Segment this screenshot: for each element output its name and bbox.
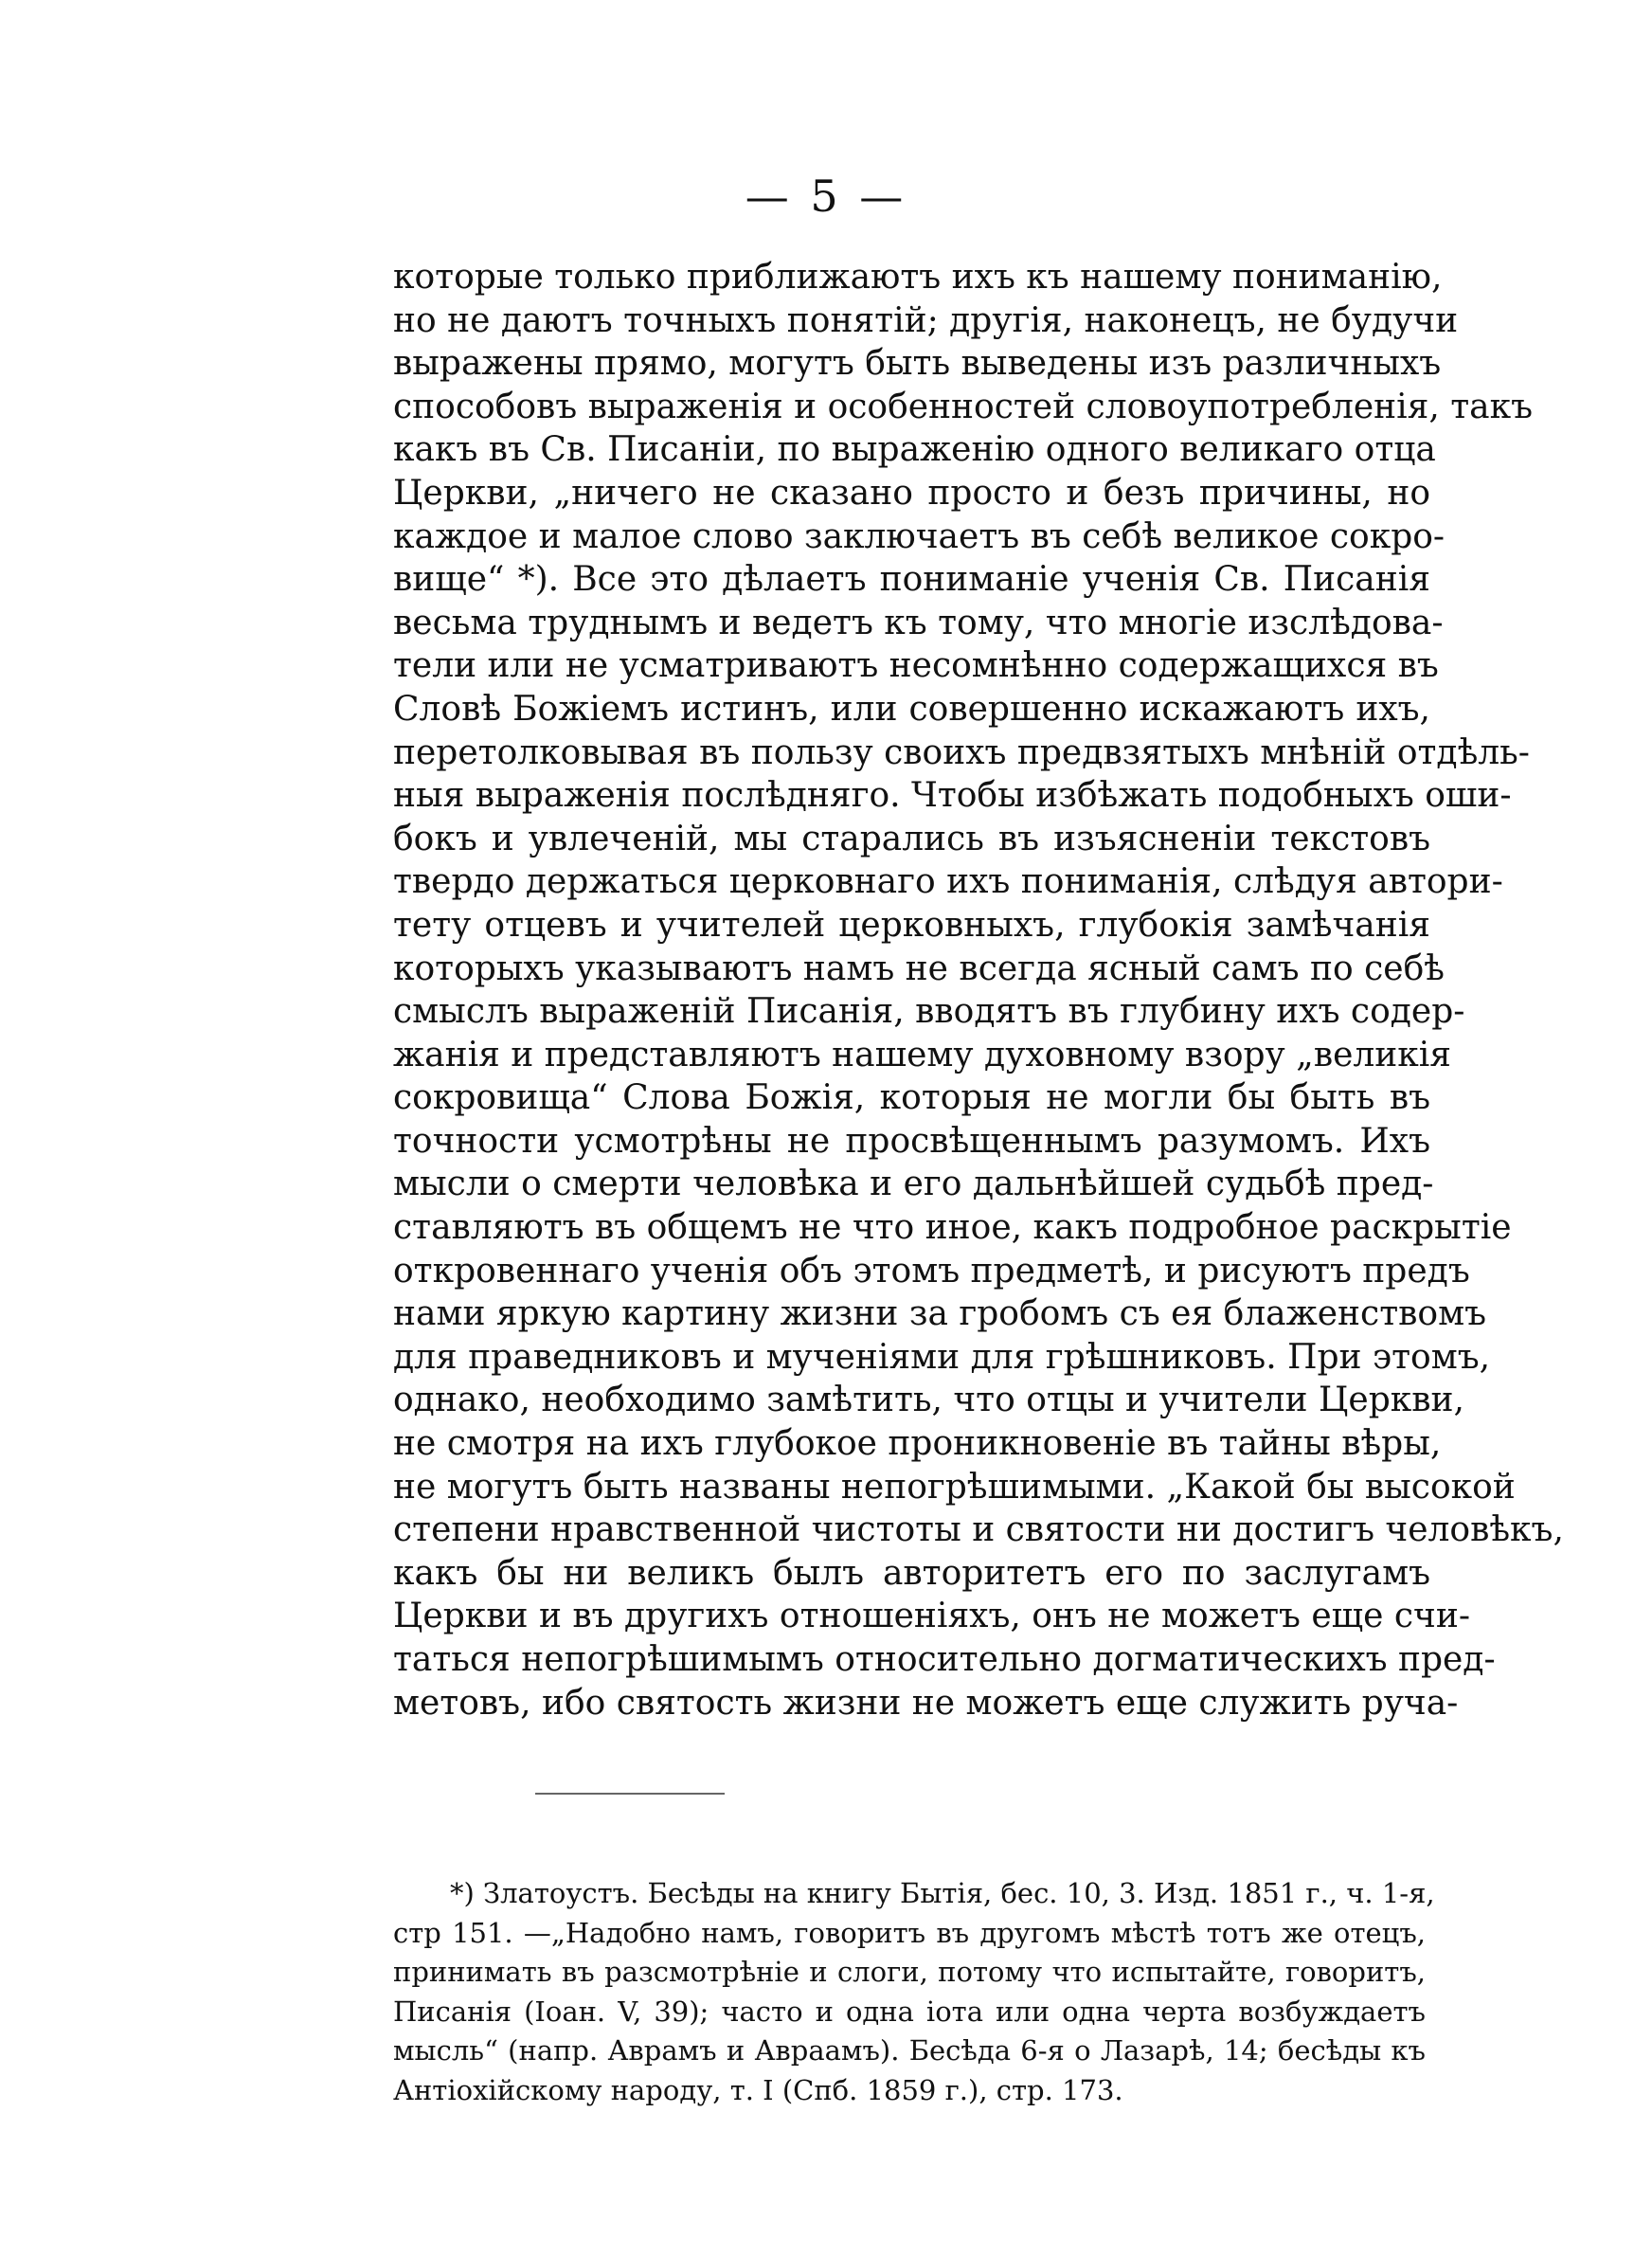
text-line: точности усмотрѣны не просвѣщеннымъ разумомъ. Ихъ bbox=[393, 1121, 1430, 1161]
footnote-line: принимать въ разсмотрѣніе и слоги, потому что испытайте, говоритъ, bbox=[393, 1956, 1426, 1988]
footnote-line: стр 151. —„Надобно намъ, говоритъ въ другомъ мѣстѣ тотъ же отецъ, bbox=[393, 1916, 1426, 1949]
main-text bbox=[393, 256, 1564, 1724]
text-line: нами яркую картину жизни за гробомъ съ ея блаженствомъ bbox=[393, 1294, 1486, 1334]
text-line: но не даютъ точныхъ понятій; другія, наконецъ, не будучи bbox=[393, 300, 1459, 340]
text-line: метовъ, ибо святость жизни не можетъ еще служить руча- bbox=[393, 1683, 1459, 1723]
footnote-line: мысль“ (напр. Аврамъ и Авраамъ). Бесѣда 6-я о Лазарѣ, 14; бесѣды къ bbox=[393, 2034, 1426, 2067]
text-line: каждое и малое слово заключаетъ въ себѣ великое сокро- bbox=[393, 516, 1446, 556]
text-line: мысли о смерти человѣка и его дальнѣйшей судьбѣ пред- bbox=[393, 1165, 1434, 1204]
text-line: Церкви и въ другихъ отношеніяхъ, онъ не можетъ еще счи- bbox=[393, 1597, 1471, 1636]
text-line: жанія и представляютъ нашему духовному взору „великія bbox=[393, 1035, 1451, 1074]
text-line: какъ бы ни великъ былъ авторитетъ его по заслугамъ bbox=[393, 1553, 1430, 1593]
text-line: смыслъ выраженій Писанія, вводятъ въ глубину ихъ содер- bbox=[393, 992, 1465, 1032]
text-line: выражены прямо, могутъ быть выведены изъ различныхъ bbox=[393, 344, 1442, 384]
footnote bbox=[393, 1874, 1435, 2110]
text-line: таться непогрѣшимымъ относительно догматическихъ пред- bbox=[393, 1640, 1496, 1679]
text-line: вище“ *). Все это дѣлаетъ пониманіе ученія Св. Писанія bbox=[393, 560, 1430, 600]
footnote-line: Антіохійскому народу, т. I (Спб. 1859 г.), стр. 173. bbox=[393, 2073, 1123, 2106]
text-line: перетолковывая въ пользу своихъ предвзятыхъ мнѣній отдѣль- bbox=[393, 732, 1530, 772]
footnote-line: *) Златоустъ. Бесѣды на книгу Бытія, бес. 10, 3. Изд. 1851 г., ч. 1-я, bbox=[450, 1877, 1435, 1909]
text-line: не смотря на ихъ глубокое проникновеніе въ тайны вѣры, bbox=[393, 1424, 1442, 1464]
text-line: не могутъ быть названы непогрѣшимыми. „Какой бы высокой bbox=[393, 1467, 1516, 1507]
text-line: твердо держаться церковнаго ихъ пониманія, слѣдуя автори- bbox=[393, 862, 1503, 902]
footnote-line: Писанія (Іоан. V, 39); часто и одна іота или одна черта возбуждаетъ bbox=[393, 1995, 1426, 2028]
text-line: ныя выраженія послѣдняго. Чтобы избѣжать подобныхъ оши- bbox=[393, 776, 1512, 816]
text-line: Церкви, „ничего не сказано просто и безъ причины, но bbox=[393, 473, 1430, 513]
text-line: степени нравственной чистоты и святости ни достигъ человѣкъ, bbox=[393, 1510, 1564, 1550]
page-number: — 5 — bbox=[745, 171, 907, 222]
text-line: сокровища“ Слова Божія, которыя не могли бы быть въ bbox=[393, 1078, 1430, 1118]
text-line: весьма труднымъ и ведетъ къ тому, что многіе изслѣдова- bbox=[393, 603, 1444, 642]
text-line: которые только приближаютъ ихъ къ нашему пониманію, bbox=[393, 258, 1443, 297]
text-line: откровеннаго ученія объ этомъ предметѣ, и рисуютъ предъ bbox=[393, 1251, 1470, 1291]
text-line: ставляютъ въ общемъ не что иное, какъ подробное раскрытіе bbox=[393, 1208, 1512, 1248]
text-line: Словѣ Божіемъ истинъ, или совершенно искажаютъ ихъ, bbox=[393, 689, 1430, 729]
text-line: тели или не усматриваютъ несомнѣнно содержащихся въ bbox=[393, 646, 1439, 686]
text-line: которыхъ указываютъ намъ не всегда ясный самъ по себѣ bbox=[393, 948, 1445, 988]
text-line: однако, необходимо замѣтить, что отцы и учители Церкви, bbox=[393, 1381, 1464, 1420]
footnote-divider bbox=[535, 1793, 725, 1795]
text-line: тету отцевъ и учителей церковныхъ, глубокія замѣчанія bbox=[393, 905, 1430, 945]
text-line: для праведниковъ и мученіями для грѣшниковъ. При этомъ, bbox=[393, 1337, 1491, 1377]
text-line: какъ въ Св. Писаніи, по выраженію одного великаго отца bbox=[393, 430, 1436, 470]
text-line: бокъ и увлеченій, мы старались въ изъясненіи текстовъ bbox=[393, 819, 1430, 858]
text-line: способовъ выраженія и особенностей словоупотребленія, такъ bbox=[393, 387, 1534, 426]
